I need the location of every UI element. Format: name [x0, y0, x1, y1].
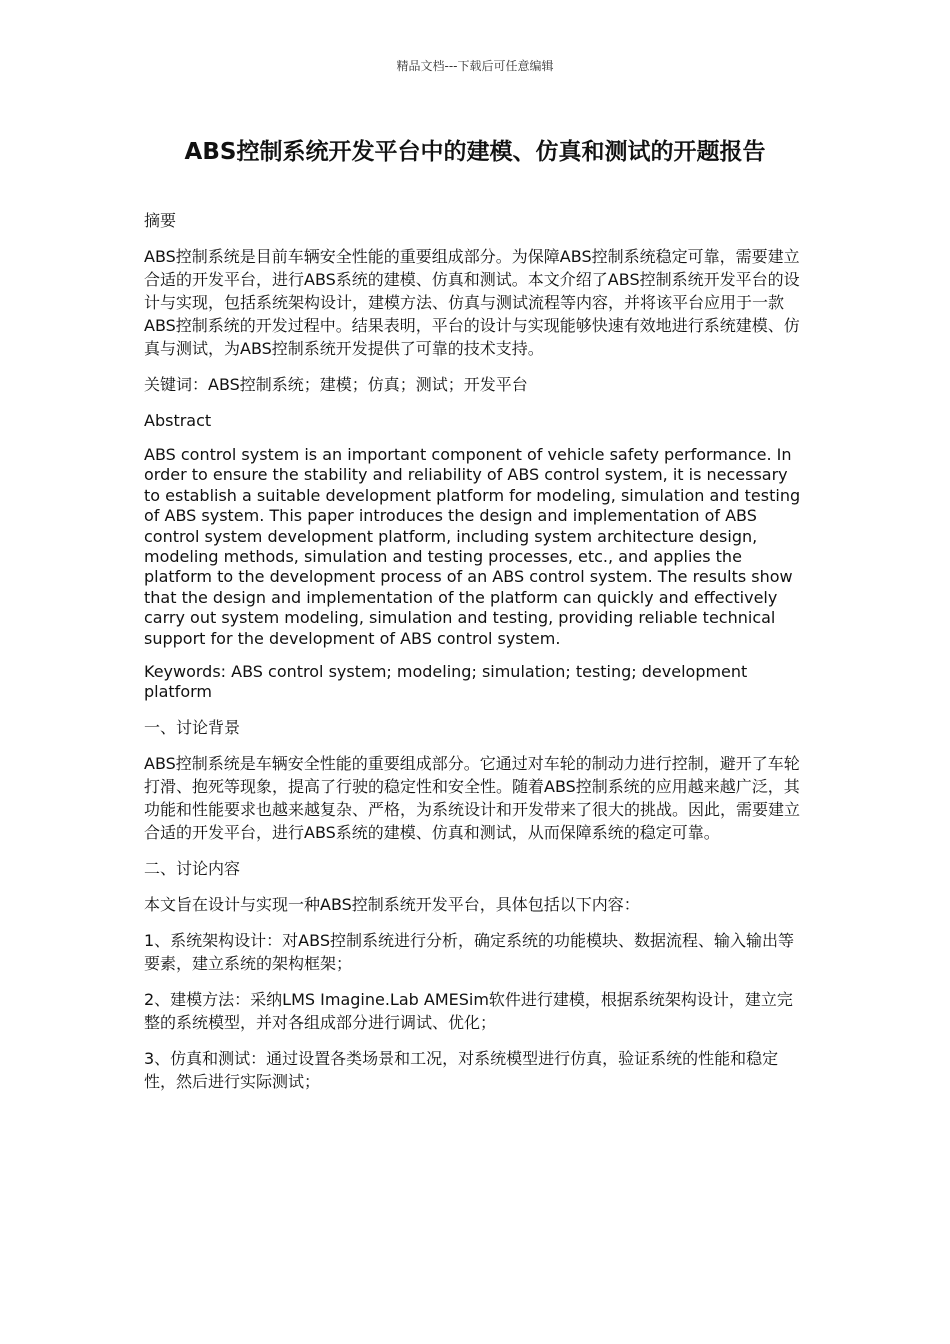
abstract-heading: 摘要 [144, 211, 177, 230]
section-2-heading: 二、讨论内容 [144, 858, 241, 878]
page-header: 精品文档---下载后可任意编辑 [396, 59, 554, 73]
keywords-english: Keywords: ABS control system; modeling; simulation; testing; development platform [144, 662, 748, 702]
abstract-english-paragraph: ABS control system is an important component of vehicle safety performance. In order to ensure the stability and reliability of ABS control system, it is necessary to establish a suitable development platform for modeling, simulation and testing of ABS system. This paper introduces the design and implementation of ABS control system development platform, including system architecture design, modeling methods, simulation and testing processes, etc., and applies the platform to the development process of an ABS control system. The results show that the design and implementation of the platform can quickly and effectively carry out system modeling, simulation and testing, providing reliable technical support for the development of ABS control system. [144, 445, 801, 648]
abstract-english-heading: Abstract [144, 411, 212, 430]
section-1-heading: 一、讨论背景 [144, 717, 241, 737]
list-item-modeling: 2、建模方法：采纳LMS Imagine.Lab AMESim软件进行建模，根据系统架构设计，建立完整的系统模型，并对各组成部分进行调试、优化； [144, 989, 793, 1032]
document-title: ABS控制系统开发平台中的建模、仿真和测试的开题报告 [184, 139, 766, 165]
list-item-architecture: 1、系统架构设计：对ABS控制系统进行分析，确定系统的功能模块、数据流程、输入输出等要素，建立系统的架构框架； [144, 930, 794, 973]
abstract-paragraph: ABS控制系统是目前车辆安全性能的重要组成部分。为保障ABS控制系统稳定可靠，需要建立合适的开发平台，进行ABS系统的建模、仿真和测试。本文介绍了ABS控制系统开发平台的设计与实现，包括系统架构设计，建模方法、仿真与测试流程等内容，并将该平台应用于一款ABS控制系统的开发过程中。结果表明，平台的设计与实现能够快速有效地进行系统建模、仿真与测试，为ABS控制系统开发提供了可靠的技术支持。 [144, 247, 800, 358]
list-item-simulation: 3、仿真和测试：通过设置各类场景和工况，对系统模型进行仿真，验证系统的性能和稳定性，然后进行实际测试； [144, 1048, 779, 1091]
keywords-chinese: 关键词：ABS控制系统；建模；仿真；测试；开发平台 [144, 375, 528, 394]
section-1-paragraph: ABS控制系统是车辆安全性能的重要组成部分。它通过对车轮的制动力进行控制，避开了车轮打滑、抱死等现象，提高了行驶的稳定性和安全性。随着ABS控制系统的应用越来越广泛，其功能和性能要求也越来越复杂、严格，为系统设计和开发带来了很大的挑战。因此，需要建立合适的开发平台，进行ABS系统的建模、仿真和测试，从而保障系统的稳定可靠。 [144, 753, 801, 842]
section-2-intro: 本文旨在设计与实现一种ABS控制系统开发平台，具体包括以下内容： [144, 894, 640, 914]
document-body [144, 209, 806, 1093]
